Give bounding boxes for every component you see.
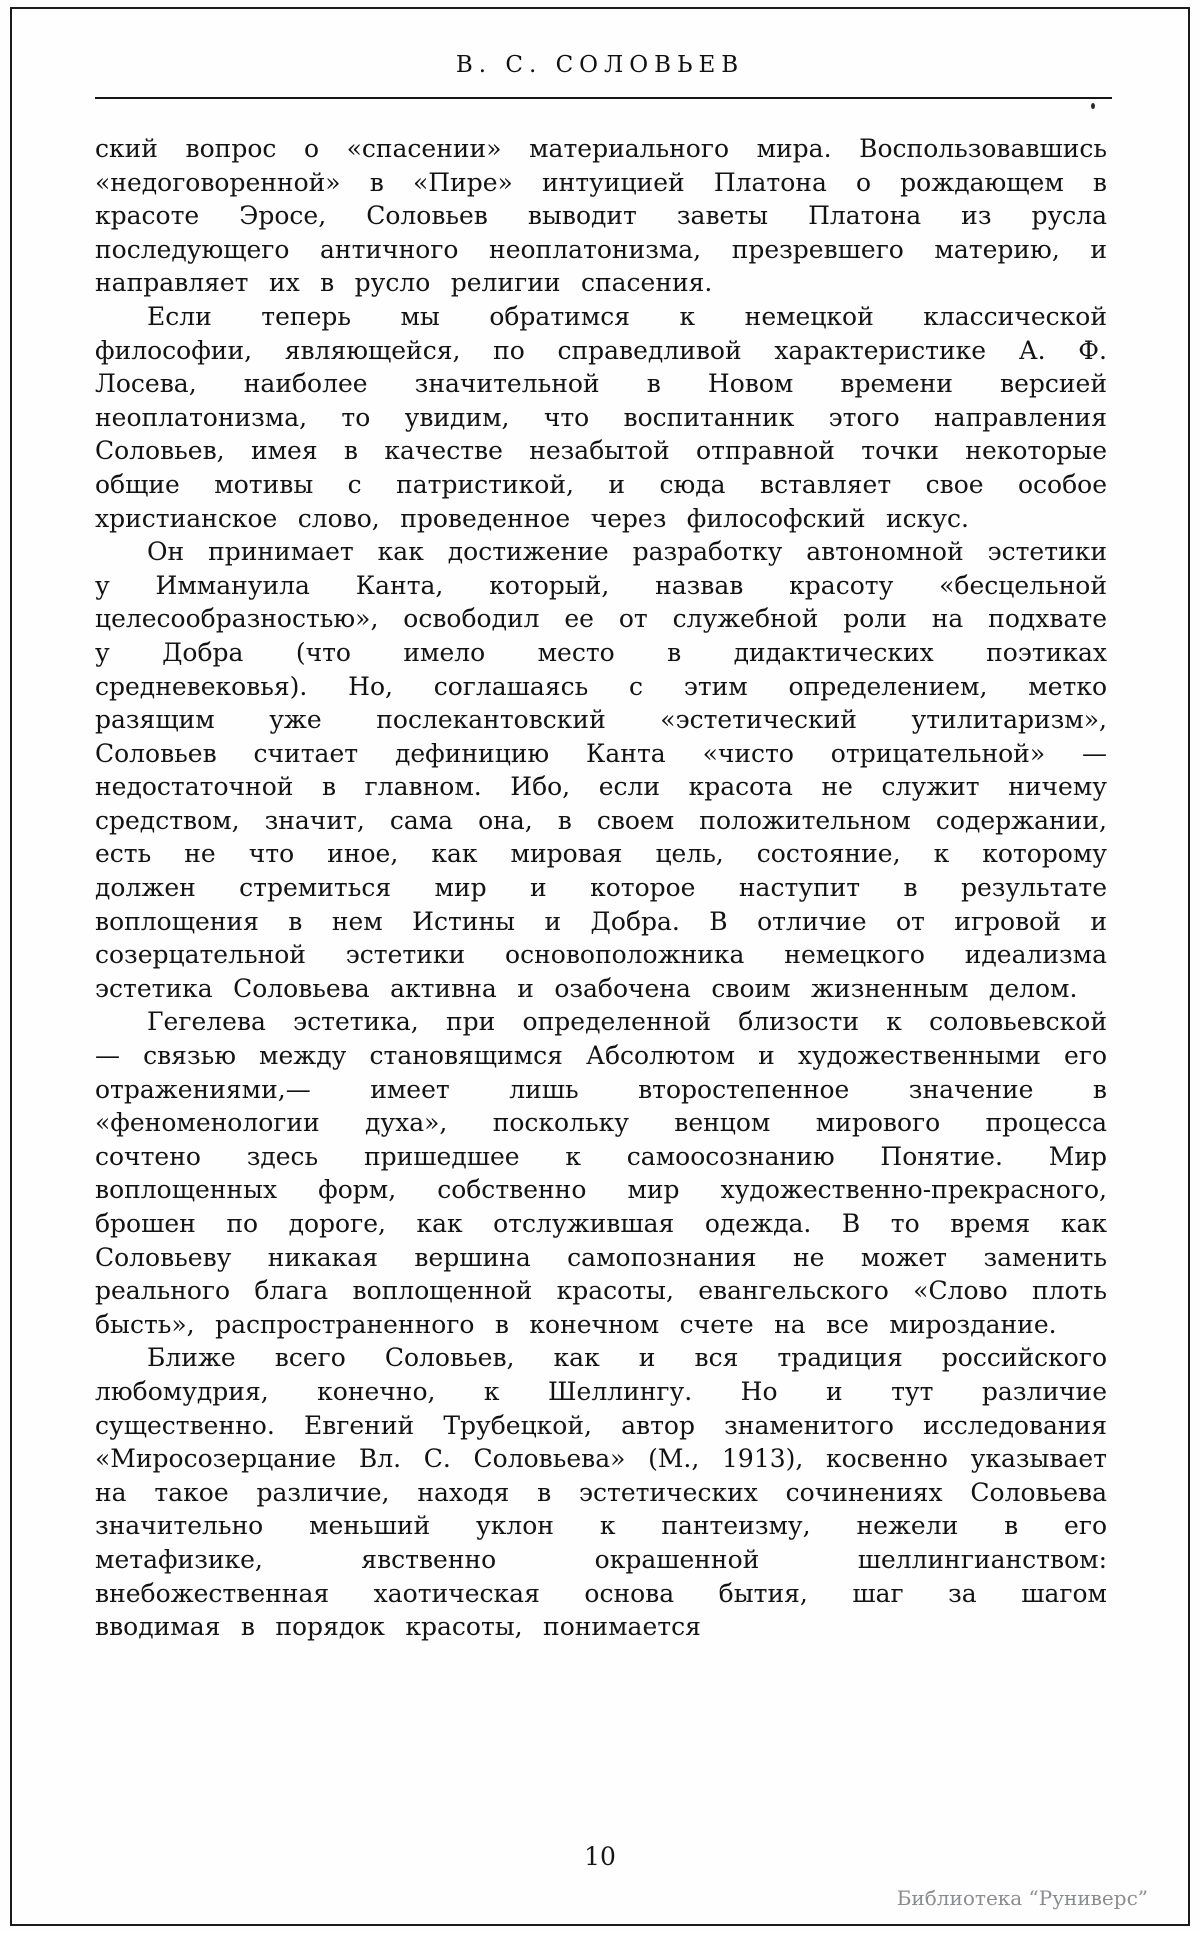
header-rule <box>95 97 1112 99</box>
paragraph-5: Ближе всего Соловьев, как и вся традиция российского любомудрия, конечно, к Шеллингу. Но и тут различие существенно. Евгений Трубецкой, автор знаменитого исследования «Миросозерцание Вл. С. Соловьева» (М., 1913), косвенно указывает на такое различие, находя в эстетических сочинениях Соловьева значительно меньший уклон к пантеизму, нежели в его метафизике, явственно окрашенной шеллингианством: внебожественная хаотическая основа бытия, шаг за шагом вводимая в порядок красоты, понимается <box>95 1343 1107 1642</box>
paragraph-1: ский вопрос о «спасении» материального мира. Воспользовавшись «недоговоренной» в «Пире» интуицией Платона о рождающем в красоте Эросе, Соловьев выводит заветы Платона из русла последующего античного неоплатонизма, презревшего материю, и направляет их в русло религии спасения. <box>95 134 1107 298</box>
scan-artifact-dot <box>1091 103 1095 109</box>
paragraph-4: Гегелева эстетика, при определенной близости к соловьевской — связью между становящимся Абсолютом и художественными его отражениями,— имеет лишь второстепенное значение в «феноменологии духа», поскольку венцом мирового процесса сочтено здесь пришедшее к самоосознанию Понятие. Мир воплощенных форм, собственно мир художественно-прекрасного, брошен по дороге, как отслужившая одежда. В то время как Соловьеву никакая вершина самопознания не может заменить реального блага воплощенной красоты, евангельского «Слово плоть бысть», распространенного в конечном счете на все мироздание. <box>95 1007 1107 1339</box>
running-header: В. С. СОЛОВЬЕВ <box>455 52 745 78</box>
page-number: 10 <box>584 1842 616 1871</box>
paragraph-3: Он принимает как достижение разработку автономной эстетики у Иммануила Канта, который, назвав красоту «бесцельной целесообразностью», освободил ее от служебной роли на подхвате у Добра (что имело место в дидактических поэтиках средневековья). Но, соглашаясь с этим определением, метко разящим уже послекантовский «эстетический утилитаризм», Соловьев считает дефиницию Канта «чисто отрицательной» — недостаточной в главном. Ибо, если красота не служит ничему средством, значит, сама она, в своем положительном содержании, есть не что иное, как мировая цель, состояние, к которому должен стремиться мир и которое наступит в результате воплощения в нем Истины и Добра. В отличие от игровой и созерцательной эстетики основоположника немецкого идеализма эстетика Соловьева активна и озабочена своим жизненным делом. <box>95 537 1107 1003</box>
watermark: Библиотека “Руниверс” <box>896 1886 1148 1910</box>
body-text <box>95 132 1107 1644</box>
paragraph-2: Если теперь мы обратимся к немецкой классической философии, являющейся, по справедливой характеристике А. Ф. Лосева, наиболее значительной в Новом времени версией неоплатонизма, то увидим, что воспитанник этого направления Соловьев, имея в качестве незабытой отправной точки некоторые общие мотивы с патристикой, и сюда вставляет свое особое христианское слово, проведенное через философский искус. <box>95 301 1107 533</box>
